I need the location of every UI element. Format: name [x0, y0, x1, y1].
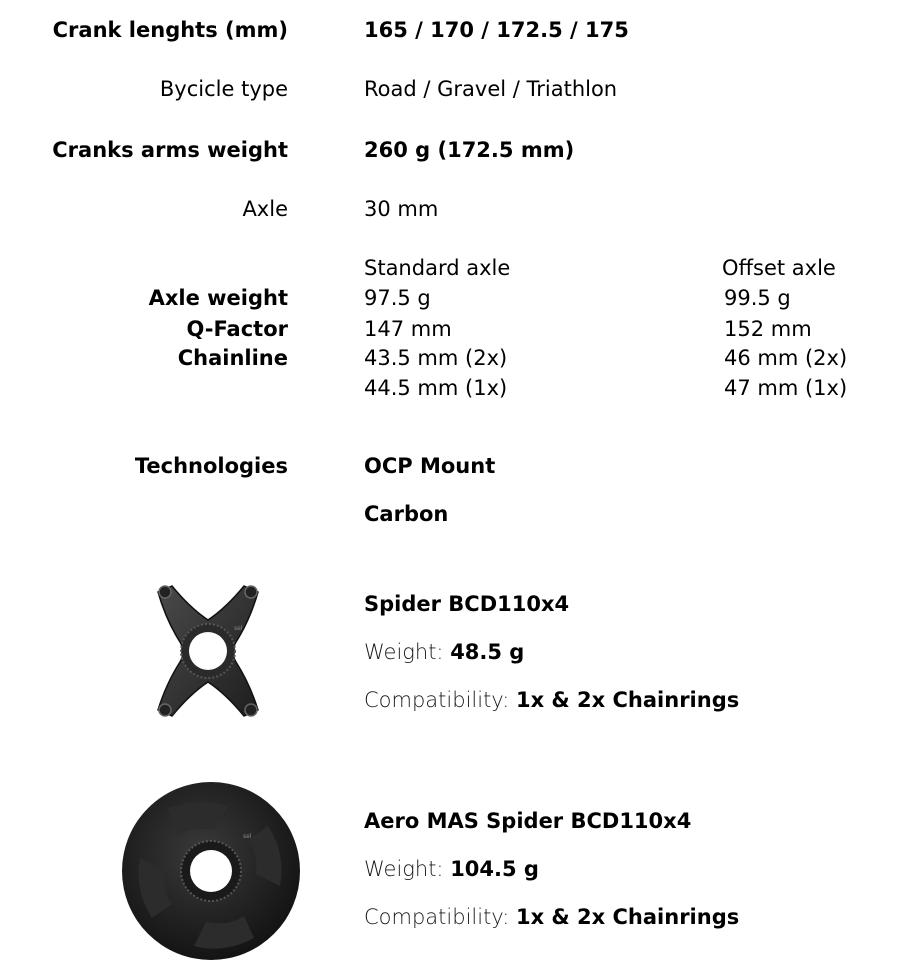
arms-weight-label: Cranks arms weight [52, 138, 288, 162]
spider-4-arm-icon [150, 580, 266, 722]
axle-value: 30 mm [364, 197, 439, 221]
spider-weight-label: Weight: [364, 640, 451, 664]
aero-spider-name: Aero MAS Spider BCD110x4 [364, 809, 692, 833]
q-factor-standard: 147 mm [364, 317, 452, 341]
svg-text:sel: sel [234, 625, 243, 632]
chainline-standard-1x: 44.5 mm (1x) [364, 376, 508, 400]
spider-name: Spider BCD110x4 [364, 592, 570, 616]
aero-spider-compatibility [364, 904, 739, 930]
chainline-label: Chainline [177, 346, 288, 370]
chainline-offset-2x: 46 mm (2x) [724, 346, 848, 370]
crank-lengths-value: 165 / 170 / 172.5 / 175 [364, 18, 629, 42]
spider-compat-label: Compatibility: [364, 688, 516, 712]
axle-weight-offset: 99.5 g [724, 286, 791, 310]
q-factor-label: Q-Factor [186, 317, 288, 341]
technology-carbon: Carbon [364, 502, 449, 526]
spider-weight [364, 639, 524, 665]
bicycle-type-label: Bycicle type [159, 77, 288, 101]
axle-weight-standard: 97.5 g [364, 286, 431, 310]
spider-weight-value: 48.5 g [450, 640, 525, 664]
standard-axle-header: Standard axle [364, 256, 511, 280]
axle-label: Axle [242, 197, 288, 221]
aero-spider-compat-value: 1x & 2x Chainrings [515, 905, 740, 929]
aero-spider-disc-icon [118, 778, 304, 964]
arms-weight-value: 260 g (172.5 mm) [364, 138, 575, 162]
bicycle-type-value: Road / Gravel / Triathlon [364, 77, 618, 101]
aero-spider-weight-label: Weight: [364, 857, 451, 881]
spider-compat-value: 1x & 2x Chainrings [515, 688, 740, 712]
aero-spider-weight-value: 104.5 g [450, 857, 539, 881]
chainline-offset-1x: 47 mm (1x) [724, 376, 848, 400]
svg-text:sel: sel [243, 833, 252, 840]
offset-axle-header: Offset axle [722, 256, 836, 280]
aero-spider-compat-label: Compatibility: [364, 905, 516, 929]
technology-ocp-mount: OCP Mount [364, 454, 496, 478]
chainline-standard-2x: 43.5 mm (2x) [364, 346, 508, 370]
spider-compatibility [364, 687, 739, 713]
q-factor-offset: 152 mm [724, 317, 812, 341]
technologies-label: Technologies [134, 454, 288, 478]
axle-weight-label: Axle weight [148, 286, 288, 310]
crank-lengths-label: Crank lenghts (mm) [52, 18, 288, 42]
aero-spider-weight [364, 856, 539, 882]
